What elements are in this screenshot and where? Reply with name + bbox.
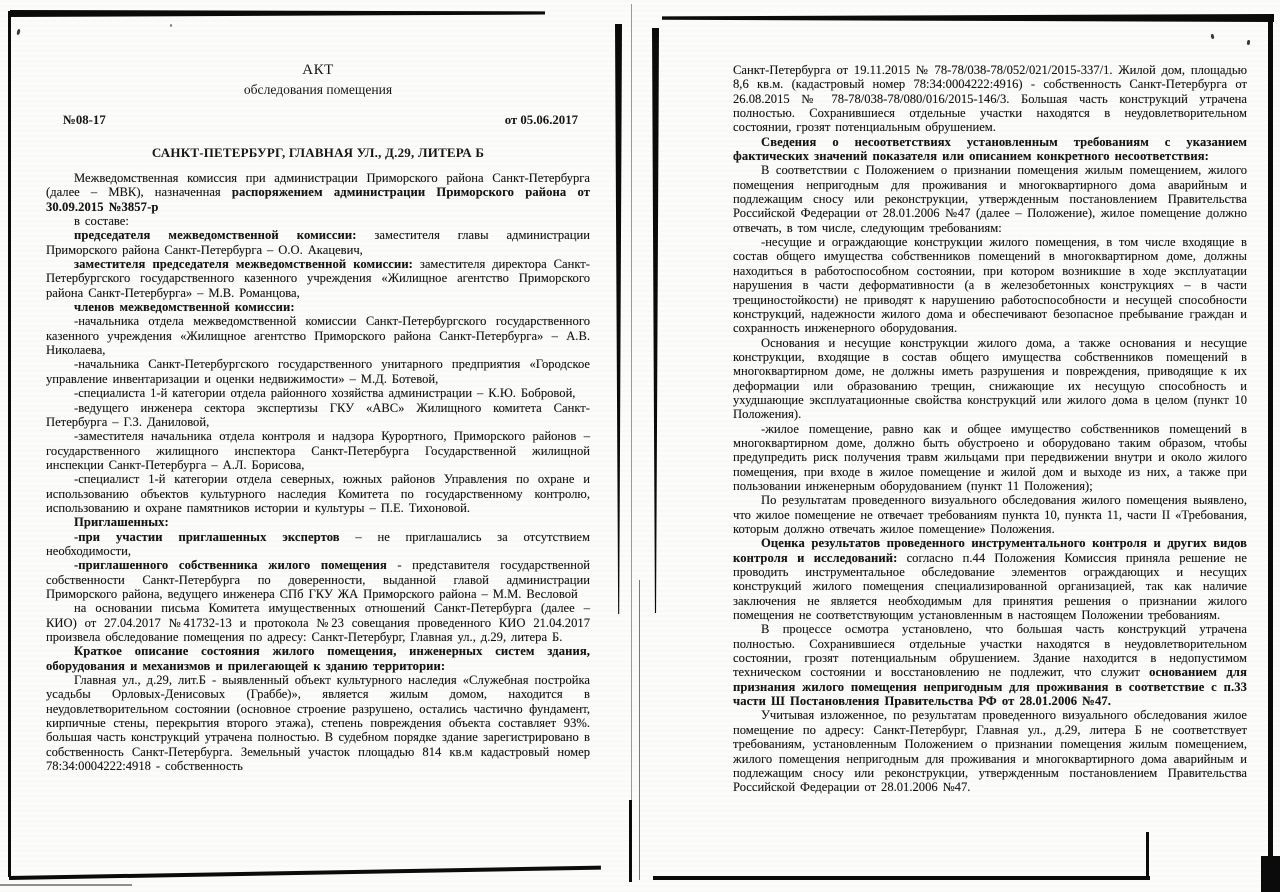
doc-number-row bbox=[46, 113, 590, 128]
paragraph: -специалиста 1-й категории отдела районного хозяйства администрации – К.Ю. Бобровой, bbox=[74, 386, 576, 401]
doc-number: №08-17 bbox=[63, 113, 106, 127]
doc-type-subtitle: обследования помещения bbox=[243, 82, 393, 97]
scan-edge-top-right bbox=[662, 14, 1274, 22]
scan-page-divider-wedge-right bbox=[652, 28, 659, 613]
paragraph: В соответствии с Положением о признании помещения жилым помещением, жилого помещения непригодным для проживания и многоквартирного дома аварийным и подлежащим сносу или реконструкции, утвержденным постановлением Правительства Российской Федерации от 28.01.2006 №47 (далее – Положение), жилое помещение должно отвечать, в том числе, следующим требованиям: bbox=[733, 163, 1247, 235]
page-left-body bbox=[46, 171, 590, 773]
scan-edge-top-left bbox=[10, 10, 545, 17]
scan-page-divider-line bbox=[631, 4, 632, 876]
scan-speck bbox=[16, 29, 20, 36]
scan-speck bbox=[1211, 34, 1215, 40]
paragraph: заместителя председателя межведомственной комиссии: заместителя директора Санкт-Петербургского государственного казенного учреждения «Жилищное агентство Приморского района Санкт-Петербурга» – М.В. Романцова, bbox=[46, 257, 590, 300]
paragraph: По результатам проведенного визуального обследования жилого помещения выявлено, что жилое помещение не отвечает требованиям пункта 10, пункта 11, части II «Требования, которым должно отвечать жилое помещение» Положения. bbox=[733, 493, 1247, 536]
paragraph: -приглашенного собственника жилого помещения - представителя государственной собственности Санкт-Петербурга по доверенности, выданной главой администрации Приморского района, ведущего инженера СПб ГКУ ЖА Приморского района – М.М. Весловой bbox=[46, 558, 591, 601]
paragraph: председателя межведомственной комиссии: заместителя главы администрации Приморского района Санкт-Петербурга – О.О. Акацевич, bbox=[46, 228, 590, 257]
scan-speck bbox=[170, 24, 172, 27]
paragraph: Краткое описание состояния жилого помещения, инженерных систем здания, оборудования и механизмов и прилегающей к зданию территории: bbox=[46, 644, 590, 673]
scan-edge-bottom-right bbox=[653, 876, 1150, 880]
scan-edge-right-border bbox=[1268, 14, 1273, 892]
paragraph: в составе: bbox=[74, 214, 129, 229]
scan-page-divider-line-2 bbox=[639, 580, 640, 880]
scan-edge-bottom-left bbox=[9, 866, 601, 880]
paragraph: Главная ул., д.29, лит.Б - выявленный объект культурного наследия «Служебная постройка усадьбы Орловых-Денисовых (Граббе)», является жилым домом, находится в неудовлетворительном состоянии (основное строение разрушено, остались частично фундамент, кирпичные стены, перекрытия второго этажа), степень повреждения объекта составляет 93%. большая часть конструкций утрачена полностью. В судебном порядке здание зарегистрировано в собственность Санкт-Петербурга. Земельный участок площадью 814 кв.м кадастровый номер 78:34:0004222:4918 - собственность bbox=[46, 673, 590, 774]
doc-date: от 05.06.2017 bbox=[504, 113, 578, 127]
paragraph: Основания и несущие конструкции жилого дома, а также основания и несущие конструкции, входящие в состав общего имущества собственников помещений в многоквартирном доме, не должны иметь разрушения и повреждения, приводящие к их деформации или образованию трещин, снижающие их несущую способность и ухудшающие эксплуатационные свойства конструкций или жилого дома в целом (пункт 10 Положения). bbox=[733, 335, 1247, 422]
scan-edge-riser-right bbox=[1146, 832, 1149, 880]
paragraph: Сведения о несоответствиях установленным требованиям с указанием фактических значений показателя или описанием конкретного несоответствия: bbox=[733, 134, 1247, 164]
paragraph: -заместителя начальника отдела контроля и надзора Курортного, Приморского районов – государственного жилищного инспектора Санкт-Петербурга Государственной жилищной инспекции Санкт-Петербурга – А.Л. Борисова, bbox=[46, 429, 590, 472]
paragraph: Приглашенных: bbox=[74, 515, 169, 530]
paragraph: Учитывая изложенное, по результатам проведенного визуального обследования жилое помещение по адресу: Санкт-Петербург, Главная ул., д.29, литера Б не соответствует требованиям, установленным Положением о признании помещения жилым помещением, жилого помещения непригодным для проживания и многоквартирного дома аварийным и подлежащим сносу или реконструкции, утвержденным постановлением Правительства Российской Федерации от 28.01.2006 №47. bbox=[733, 708, 1247, 795]
scan-speck bbox=[1247, 40, 1251, 45]
paragraph: членов межведомственной комиссии: bbox=[74, 300, 295, 315]
page-right bbox=[733, 63, 1247, 795]
paragraph: Оценка результатов проведенного инструментального контроля и других видов контроля и исследований: согласно п.44 Положения Комиссия приняла решение не проводить инструментальное обследование элементов ограждающих и несущих конструкций жилого помещения специализированной организацией, так как наличие заключения не является необходимым для принятия решения о признании жилого помещения не соответствующим установленным в настоящем Положении требованиям. bbox=[733, 536, 1247, 623]
paragraph: -начальника Санкт-Петербургского государственного унитарного предприятия «Городское управление инвентаризации и оценки недвижимости» – М.Д. Ботевой, bbox=[46, 357, 590, 386]
doc-type-title: АКТ bbox=[302, 62, 334, 78]
scan-page-divider-line-bottom bbox=[629, 800, 632, 882]
page-left bbox=[46, 62, 590, 773]
scan-page-divider-wedge-left bbox=[615, 24, 622, 614]
page-right-body bbox=[733, 63, 1247, 795]
paragraph: -при участии приглашенных экспертов – не приглашались за отсутствием необходимости, bbox=[46, 529, 590, 558]
paragraph: -несущие и ограждающие конструкции жилого помещения, в том числе входящие в состав общего имущества собственников помещений в многоквартирном доме, должны находиться в работоспособном состоянии, при котором возникшие в ходе эксплуатации нарушения в части деформативности (а в железобетонных конструкциях – в части трещиностойкости) не приводят к нарушению работоспособности и несущей способности конструкций, надежности жилого дома и обеспечивают безопасное пребывание граждан и сохранность инженерного оборудования. bbox=[733, 235, 1247, 336]
paragraph: на основании письма Комитета имущественных отношений Санкт-Петербурга (далее – КИО) от 27.04.2017 №41732-13 и протокола №23 совещания проведенного КИО 21.04.2017 произвела обследование помещения по адресу: Санкт-Петербург, Главная ул., д.29, литера Б. bbox=[46, 601, 590, 644]
scan-edge-left-border bbox=[8, 11, 11, 877]
paragraph: -ведущего инженера сектора экспертизы ГКУ «АВС» Жилищного комитета Санкт-Петербурга – Г.З. Даниловой, bbox=[46, 400, 590, 429]
paragraph: -начальника отдела межведомственной комиссии Санкт-Петербургского государственного казенного учреждения «Жилищное агентство Приморского района Санкт-Петербурга» – А.В. Николаева, bbox=[46, 314, 590, 358]
paragraph: -жилое помещение, равно как и общее имущество собственников помещений в многоквартирном доме, должно быть обустроено и оборудовано таким образом, чтобы предупредить риск получения травм жильцами при передвижении внутри и около жилого помещения, при входе в жилое помещение и жилой дом и выходе из них, а также при пользовании инженерным оборудованием (пункт 11 Положения); bbox=[733, 421, 1247, 493]
paragraph: Межведомственная комиссия при администрации Приморского района Санкт-Петербурга (далее – МВК), назначенная распоряжением администрации Приморского района от 30.09.2015 №3857-р bbox=[46, 171, 590, 214]
paragraph: -специалист 1-й категории отдела северных, южных районов Управления по охране и использованию объектов культурного наследия Комитета по государственному контролю, использованию и охране памятников истории и культуры – П.Е. Тихоновой. bbox=[46, 472, 590, 515]
paragraph: Санкт-Петербурга от 19.11.2015 № 78-78/038-78/052/021/2015-337/1. Жилой дом, площадью 8,6 кв.м. (кадастровый номер 78:34:0004222:4916) - собственность Санкт-Петербурга от 26.08.2015 № 78-78/038-78/080/016/2015-146/3. Большая часть конструкций утрачена полностью. Сохранившиеся отдельные участки находятся в неудовлетворительном состоянии, грозят потенциальным обрушением. bbox=[733, 63, 1247, 135]
scan-shadow-bottom-left bbox=[0, 884, 132, 886]
address-heading: САНКТ-ПЕТЕРБУРГ, ГЛАВНАЯ УЛ., Д.29, ЛИТЕРА Б bbox=[151, 145, 485, 160]
paragraph: В процессе осмотра установлено, что большая часть конструкций утрачена полностью. Сохранившиеся отдельные участки находятся в неудовлетворительном состоянии, грозят потенциальным обрушением. Здание находится в недопустимом техническом состоянии и восстановлению не подлежит, что служит основанием для признания жилого помещения непригодным для проживания в соответствие с п.33 части Ш Постановления Правительства РФ от 28.01.2006 №47. bbox=[733, 622, 1247, 709]
scan-edge-corner-right bbox=[1261, 856, 1280, 892]
